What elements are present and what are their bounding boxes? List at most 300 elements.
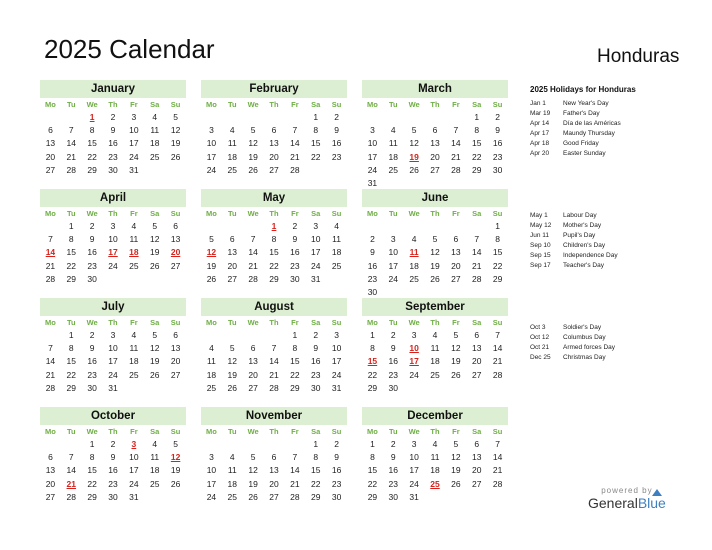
day-cell: 15: [290, 356, 300, 367]
day-cell: 11: [129, 343, 139, 354]
day-cell: 3: [110, 221, 116, 231]
weekday-label: Th: [430, 427, 440, 436]
weekday-label: Mo: [45, 318, 56, 327]
month-february: [201, 80, 347, 177]
weekday-label: Tu: [227, 318, 237, 327]
weekday-label: Mo: [367, 209, 378, 218]
day-cell: 22: [471, 151, 482, 162]
days-grid: [40, 316, 186, 395]
day-cell: 3: [334, 330, 339, 340]
day-cell: 22: [310, 151, 321, 162]
day-cell: 22: [66, 369, 77, 380]
holiday-date: May 12: [530, 222, 552, 229]
weekday-label: Tu: [388, 427, 398, 436]
day-cell: 1: [495, 221, 500, 231]
day-cell: 12: [451, 343, 461, 354]
month-title: December: [362, 407, 508, 425]
month-title: March: [362, 80, 508, 98]
month-title: August: [201, 298, 347, 316]
weekday-label: Sa: [472, 209, 482, 218]
day-cell: 16: [108, 465, 118, 476]
holiday-date: Dec 25: [530, 354, 551, 361]
weekday-label: Sa: [311, 209, 321, 218]
day-cell: 15: [367, 465, 378, 476]
day-cell: 15: [87, 465, 97, 476]
holiday-name: Christmas Day: [563, 354, 606, 361]
day-cell: 24: [129, 478, 139, 489]
weekday-label: Su: [170, 209, 181, 218]
holiday-row: [530, 119, 700, 129]
empty-day: [40, 111, 61, 124]
weekday-label: Mo: [45, 100, 56, 109]
empty-day: [445, 220, 466, 233]
day-cell: 1: [313, 439, 319, 449]
month-november: [201, 407, 347, 504]
day-cell: 24: [388, 273, 399, 284]
day-cell: 3: [390, 234, 396, 245]
day-cell: 5: [432, 234, 438, 245]
holiday-group: [530, 99, 700, 159]
day-cell: 22: [367, 369, 378, 380]
day-cell: 2: [89, 330, 95, 340]
day-cell: 15: [87, 138, 97, 149]
day-cell: 4: [229, 125, 235, 136]
day-cell: 19: [248, 478, 258, 489]
day-cell: 4: [411, 234, 417, 245]
day-cell: 24: [108, 369, 118, 380]
day-cell: 28: [269, 382, 279, 393]
days-grid: [201, 207, 347, 286]
day-cell: 11: [207, 356, 216, 367]
day-cell: 10: [331, 343, 342, 354]
day-cell: 19: [430, 260, 440, 271]
day-cell: 16: [108, 138, 118, 149]
day-cell: 31: [367, 177, 378, 188]
empty-day: [222, 329, 243, 342]
days-grid: [40, 98, 186, 177]
day-cell: 12: [227, 356, 238, 367]
day-cell: 18: [388, 151, 399, 162]
empty-day: [383, 220, 404, 233]
day-cell: 8: [292, 343, 298, 354]
holiday-row: [530, 149, 700, 159]
day-cell: 11: [150, 125, 160, 136]
day-cell: 25: [129, 369, 139, 380]
days-grid: [40, 207, 186, 286]
day-cell: 14: [269, 356, 279, 367]
weekday-label: Su: [492, 427, 503, 436]
day-cell: 4: [131, 221, 137, 231]
holiday-day: 3: [131, 439, 137, 449]
day-cell: 1: [313, 112, 319, 122]
day-cell: 5: [250, 125, 256, 136]
month-title: April: [40, 189, 186, 207]
weekday-label: Sa: [472, 100, 482, 109]
day-cell: 27: [45, 491, 56, 502]
holiday-name: Independence Day: [563, 252, 618, 259]
day-cell: 19: [149, 356, 160, 367]
day-cell: 29: [66, 273, 77, 284]
day-cell: 15: [492, 247, 503, 258]
day-cell: 27: [269, 491, 279, 502]
day-cell: 8: [89, 125, 95, 136]
day-cell: 14: [248, 247, 258, 258]
brand-name-part1: General: [588, 495, 638, 511]
day-cell: 11: [129, 234, 139, 245]
day-cell: 29: [492, 273, 503, 284]
day-cell: 24: [409, 369, 419, 380]
day-cell: 9: [390, 343, 396, 354]
day-cell: 22: [66, 260, 77, 271]
day-cell: 15: [66, 247, 77, 258]
day-cell: 5: [152, 330, 158, 340]
day-cell: 30: [108, 491, 118, 502]
weekday-label: Tu: [66, 100, 76, 109]
empty-day: [264, 329, 285, 342]
day-cell: 10: [206, 138, 217, 149]
day-cell: 31: [310, 273, 321, 284]
month-april: [40, 189, 186, 286]
day-cell: 25: [331, 260, 342, 271]
weekday-label: Tu: [388, 209, 398, 218]
day-cell: 2: [370, 234, 375, 245]
day-cell: 2: [390, 439, 396, 449]
day-cell: 23: [367, 273, 378, 284]
weekday-label: Mo: [45, 209, 56, 218]
day-cell: 23: [388, 369, 399, 380]
holiday-day: 11: [409, 247, 419, 258]
day-cell: 8: [271, 234, 277, 245]
day-cell: 28: [451, 164, 461, 175]
holiday-name: Armed forces Day: [563, 344, 616, 351]
day-cell: 17: [331, 356, 342, 367]
day-cell: 17: [409, 465, 419, 476]
month-september: [362, 298, 508, 395]
holiday-group: [530, 323, 700, 363]
day-cell: 16: [492, 138, 503, 149]
holiday-name: Soldier's Day: [563, 324, 602, 331]
day-cell: 6: [474, 439, 480, 449]
day-cell: 28: [290, 491, 300, 502]
day-cell: 19: [451, 465, 461, 476]
day-cell: 28: [471, 273, 482, 284]
day-cell: 29: [269, 273, 279, 284]
day-cell: 23: [331, 478, 342, 489]
day-cell: 25: [149, 478, 160, 489]
day-cell: 7: [495, 439, 500, 449]
day-cell: 29: [290, 382, 300, 393]
day-cell: 4: [432, 330, 438, 340]
day-cell: 7: [48, 234, 53, 245]
day-cell: 15: [310, 138, 321, 149]
day-cell: 9: [110, 125, 116, 136]
day-cell: 20: [45, 478, 56, 489]
day-cell: 1: [68, 221, 74, 231]
weekday-label: Th: [269, 318, 279, 327]
day-cell: 22: [290, 369, 300, 380]
day-cell: 14: [471, 247, 482, 258]
day-cell: 12: [248, 138, 258, 149]
day-cell: 20: [227, 260, 238, 271]
day-cell: 28: [492, 369, 503, 380]
day-cell: 10: [206, 465, 217, 476]
days-grid: [40, 425, 186, 504]
weekday-label: Sa: [472, 318, 482, 327]
empty-day: [222, 111, 243, 124]
empty-day: [201, 438, 222, 451]
day-cell: 20: [45, 151, 56, 162]
day-cell: 14: [451, 138, 461, 149]
weekday-label: We: [408, 100, 420, 109]
day-cell: 11: [227, 465, 237, 476]
holiday-day: 21: [66, 478, 77, 489]
days-grid: [201, 425, 347, 504]
weekday-label: Sa: [150, 427, 160, 436]
holiday-date: Apr 14: [530, 120, 550, 127]
empty-day: [264, 111, 285, 124]
day-cell: 8: [370, 343, 375, 354]
day-cell: 17: [129, 138, 139, 149]
day-cell: 2: [292, 221, 298, 231]
day-cell: 17: [206, 151, 217, 162]
day-cell: 19: [248, 151, 258, 162]
day-cell: 3: [131, 112, 137, 122]
day-cell: 26: [170, 478, 181, 489]
day-cell: 2: [110, 439, 116, 449]
day-cell: 22: [310, 478, 321, 489]
day-cell: 4: [131, 330, 137, 340]
weekday-label: Sa: [150, 209, 160, 218]
weekday-label: Th: [108, 427, 118, 436]
day-cell: 28: [290, 164, 300, 175]
weekday-label: Fr: [452, 100, 460, 109]
day-cell: 7: [495, 330, 500, 340]
holiday-date: Jun 11: [530, 232, 550, 239]
day-cell: 14: [66, 138, 77, 149]
day-cell: 21: [248, 260, 258, 271]
day-cell: 1: [89, 439, 95, 449]
weekday-label: Su: [492, 100, 503, 109]
day-cell: 6: [453, 234, 459, 245]
day-cell: 2: [313, 330, 319, 340]
day-cell: 27: [227, 273, 238, 284]
day-cell: 23: [290, 260, 300, 271]
day-cell: 8: [313, 125, 319, 136]
day-cell: 23: [108, 478, 118, 489]
holiday-row: [530, 109, 700, 119]
day-cell: 10: [108, 234, 118, 245]
weekday-label: Mo: [367, 100, 378, 109]
day-cell: 29: [471, 164, 482, 175]
day-cell: 24: [310, 260, 321, 271]
holiday-name: Father's Day: [563, 110, 600, 117]
day-cell: 14: [290, 138, 300, 149]
holiday-day: 12: [206, 247, 217, 258]
day-cell: 23: [310, 369, 321, 380]
day-cell: 13: [471, 452, 482, 463]
weekday-label: Tu: [66, 427, 76, 436]
holiday-date: Apr 20: [530, 150, 550, 157]
day-cell: 9: [292, 234, 298, 245]
holiday-name: Columbus Day: [563, 334, 606, 341]
weekday-label: Fr: [452, 427, 460, 436]
holiday-row: [530, 323, 700, 333]
holiday-name: Good Friday: [563, 140, 599, 147]
month-title: January: [40, 80, 186, 98]
weekday-label: Tu: [388, 100, 398, 109]
weekday-label: Su: [492, 318, 503, 327]
day-cell: 24: [367, 164, 378, 175]
weekday-label: Su: [331, 209, 342, 218]
empty-day: [243, 111, 264, 124]
day-cell: 20: [471, 465, 482, 476]
day-cell: 13: [471, 343, 482, 354]
day-cell: 30: [367, 286, 378, 297]
holiday-row: [530, 139, 700, 149]
day-cell: 16: [87, 356, 97, 367]
day-cell: 21: [269, 369, 279, 380]
day-cell: 30: [108, 164, 118, 175]
weekday-label: Mo: [206, 427, 217, 436]
day-cell: 1: [474, 112, 480, 122]
day-cell: 30: [310, 382, 321, 393]
day-cell: 29: [87, 164, 97, 175]
day-cell: 2: [334, 112, 339, 122]
day-cell: 4: [152, 112, 158, 122]
weekday-label: Su: [331, 427, 342, 436]
weekday-label: Fr: [291, 100, 299, 109]
day-cell: 7: [292, 125, 298, 136]
day-cell: 19: [451, 356, 461, 367]
holiday-date: Sep 17: [530, 262, 551, 269]
brand-logo: [588, 486, 666, 511]
day-cell: 23: [331, 151, 342, 162]
day-cell: 26: [149, 260, 160, 271]
holiday-row: [530, 251, 700, 261]
day-cell: 24: [129, 151, 139, 162]
holiday-date: Oct 21: [530, 344, 550, 351]
day-cell: 12: [409, 138, 419, 149]
day-cell: 23: [87, 369, 97, 380]
day-cell: 25: [206, 382, 217, 393]
day-cell: 1: [292, 330, 298, 340]
empty-day: [404, 111, 425, 124]
empty-day: [362, 111, 383, 124]
day-cell: 27: [170, 369, 181, 380]
weekday-label: Tu: [227, 427, 237, 436]
day-cell: 6: [474, 330, 480, 340]
day-cell: 29: [310, 491, 321, 502]
day-cell: 27: [248, 382, 258, 393]
day-cell: 29: [87, 491, 97, 502]
month-october: [40, 407, 186, 504]
day-cell: 7: [250, 234, 256, 245]
day-cell: 2: [390, 330, 396, 340]
day-cell: 5: [173, 112, 178, 122]
day-cell: 10: [409, 452, 419, 463]
empty-day: [383, 111, 404, 124]
weekday-label: Sa: [311, 318, 321, 327]
weekday-label: Th: [108, 209, 118, 218]
day-cell: 13: [170, 343, 181, 354]
day-cell: 9: [390, 452, 396, 463]
day-cell: 10: [310, 234, 321, 245]
day-cell: 7: [271, 343, 277, 354]
holiday-row: [530, 99, 700, 109]
weekday-label: We: [86, 100, 98, 109]
day-cell: 13: [45, 138, 56, 149]
day-cell: 10: [108, 343, 118, 354]
page-title: 2025 Calendar: [44, 34, 215, 64]
days-grid: [201, 316, 347, 395]
day-cell: 7: [48, 343, 53, 354]
month-december: [362, 407, 508, 504]
day-cell: 18: [227, 478, 238, 489]
holiday-group: [530, 211, 700, 271]
day-cell: 18: [227, 151, 238, 162]
day-cell: 16: [87, 247, 97, 258]
day-cell: 11: [388, 138, 398, 149]
holiday-date: Oct 12: [530, 334, 550, 341]
day-cell: 7: [68, 125, 74, 136]
day-cell: 14: [492, 452, 503, 463]
empty-day: [222, 220, 243, 233]
day-cell: 3: [209, 125, 214, 136]
weekday-label: Th: [108, 318, 118, 327]
day-cell: 1: [370, 439, 375, 449]
days-grid: [362, 425, 508, 504]
day-cell: 29: [367, 491, 378, 502]
day-cell: 18: [430, 356, 440, 367]
weekday-label: We: [86, 209, 98, 218]
day-cell: 10: [388, 247, 399, 258]
day-cell: 26: [430, 273, 440, 284]
day-cell: 5: [453, 330, 459, 340]
day-cell: 14: [290, 465, 300, 476]
holiday-name: Children's Day: [563, 242, 606, 249]
day-cell: 13: [45, 465, 56, 476]
weekday-label: Sa: [311, 427, 321, 436]
day-cell: 6: [432, 125, 438, 136]
day-cell: 3: [209, 452, 214, 463]
day-cell: 11: [150, 452, 160, 463]
day-cell: 23: [388, 478, 399, 489]
day-cell: 13: [170, 234, 181, 245]
day-cell: 26: [227, 382, 238, 393]
day-cell: 25: [388, 164, 399, 175]
day-cell: 2: [334, 439, 339, 449]
day-cell: 3: [411, 330, 417, 340]
day-cell: 10: [367, 138, 378, 149]
day-cell: 19: [170, 138, 181, 149]
day-cell: 23: [87, 260, 97, 271]
weekday-label: Mo: [367, 427, 378, 436]
month-title: November: [201, 407, 347, 425]
day-cell: 30: [388, 491, 399, 502]
empty-day: [201, 111, 222, 124]
day-cell: 5: [411, 125, 417, 136]
day-cell: 11: [430, 343, 440, 354]
weekday-label: Fr: [452, 318, 460, 327]
day-cell: 26: [248, 164, 258, 175]
days-grid: [362, 98, 508, 190]
month-title: June: [362, 189, 508, 207]
holiday-day: 1: [271, 221, 277, 231]
empty-day: [61, 111, 82, 124]
weekday-label: Th: [430, 209, 440, 218]
day-cell: 30: [290, 273, 300, 284]
day-cell: 21: [471, 260, 482, 271]
